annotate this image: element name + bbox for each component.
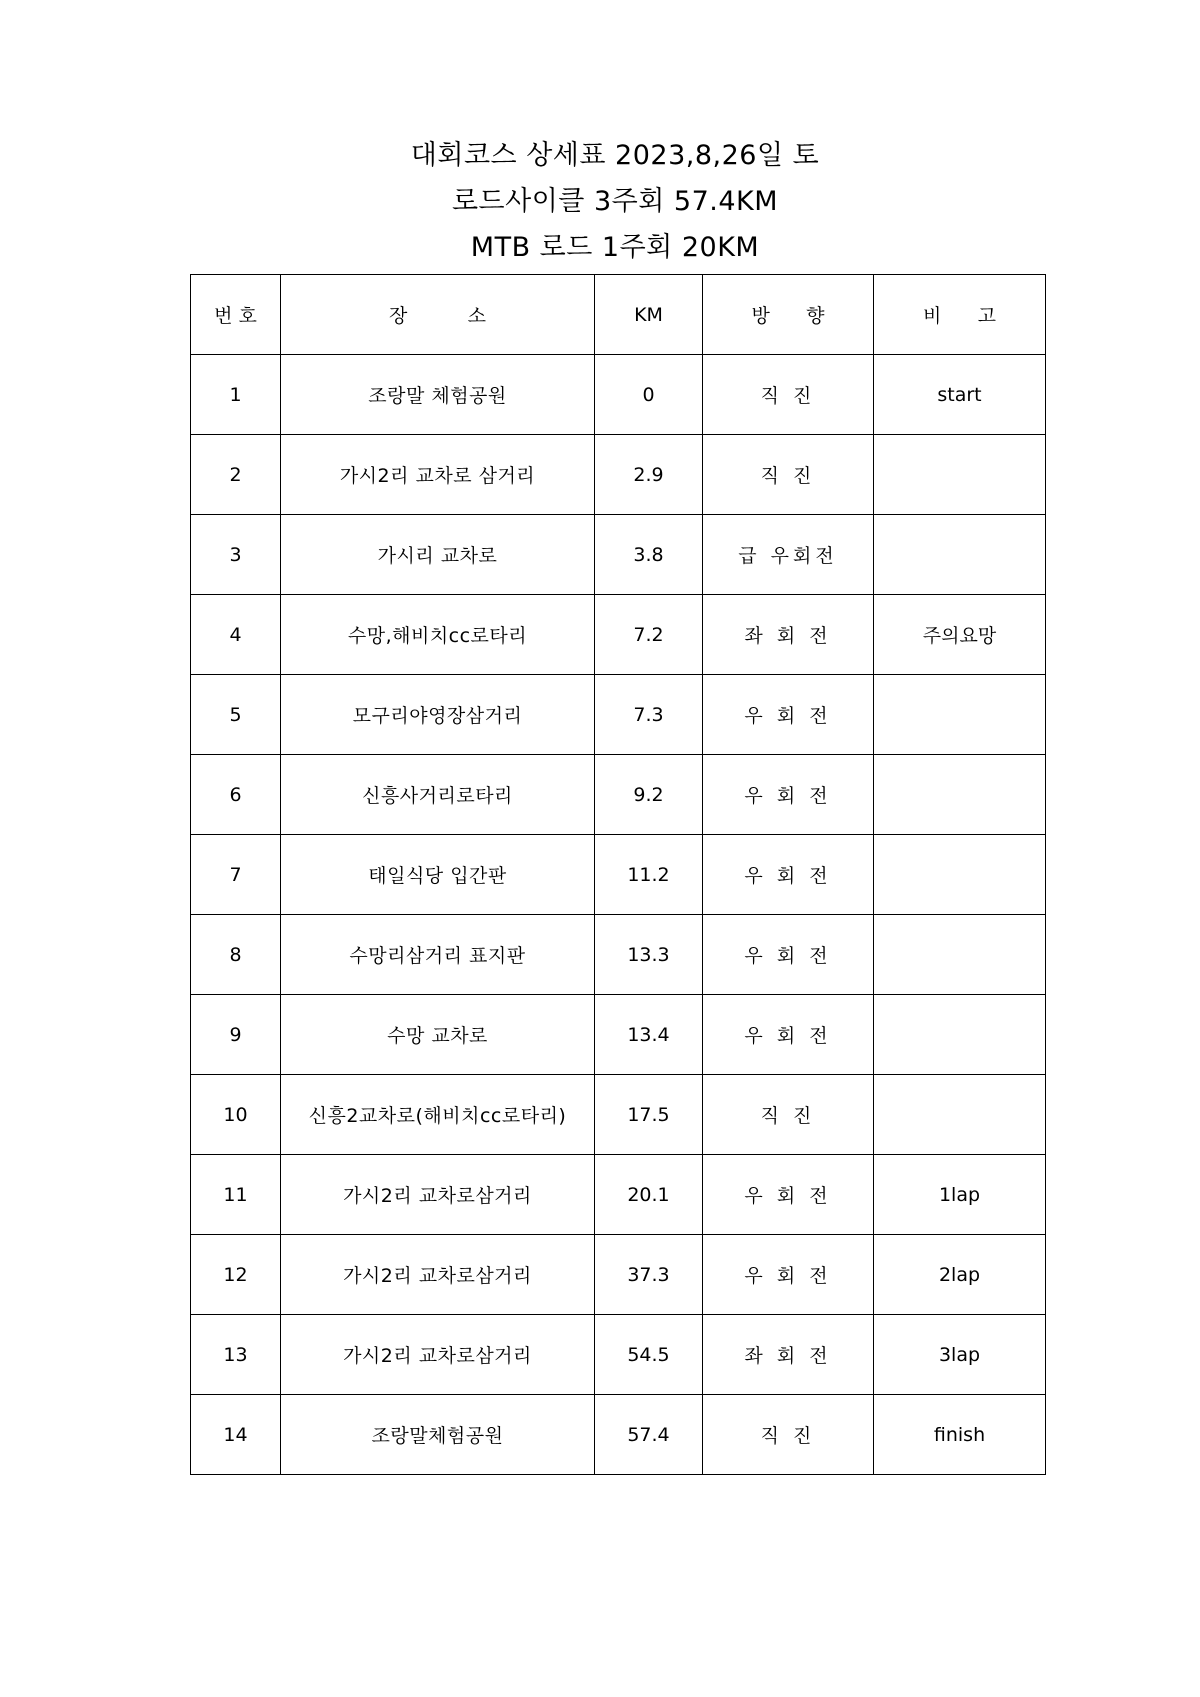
cell-direction: 급 우회전 [703,515,874,595]
cell-direction: 우 회 전 [703,835,874,915]
cell-place: 가시2리 교차로삼거리 [281,1235,595,1315]
cell-no: 9 [191,995,281,1075]
cell-note [874,1075,1046,1155]
table-row [191,435,1046,515]
header-place: 장 소 [281,275,595,355]
table-row [191,595,1046,675]
cell-direction: 직 진 [703,355,874,435]
cell-no: 14 [191,1395,281,1475]
cell-place: 신흥사거리로타리 [281,755,595,835]
cell-direction: 좌 회 전 [703,1315,874,1395]
cell-km: 13.3 [595,915,703,995]
cell-direction: 우 회 전 [703,1155,874,1235]
cell-place: 가시2리 교차로 삼거리 [281,435,595,515]
cell-direction: 직 진 [703,435,874,515]
header-km: KM [595,275,703,355]
cell-no: 8 [191,915,281,995]
cell-note [874,995,1046,1075]
cell-place: 수망리삼거리 표지판 [281,915,595,995]
cell-km: 9.2 [595,755,703,835]
cell-direction: 우 회 전 [703,675,874,755]
cell-direction: 직 진 [703,1075,874,1155]
cell-no: 3 [191,515,281,595]
cell-no: 10 [191,1075,281,1155]
cell-note: start [874,355,1046,435]
cell-km: 7.2 [595,595,703,675]
cell-km: 17.5 [595,1075,703,1155]
cell-no: 13 [191,1315,281,1395]
cell-note [874,675,1046,755]
table-row [191,1075,1046,1155]
cell-place: 조랑말 체험공원 [281,355,595,435]
cell-km: 3.8 [595,515,703,595]
cell-km: 57.4 [595,1395,703,1475]
cell-place: 가시리 교차로 [281,515,595,595]
cell-no: 1 [191,355,281,435]
table-row [191,755,1046,835]
cell-place: 조랑말체험공원 [281,1395,595,1475]
table-row [191,355,1046,435]
table-row [191,1395,1046,1475]
cell-no: 7 [191,835,281,915]
title-line-road-cycle: 로드사이클 3주회 57.4KM [451,186,779,217]
title-line-mtb: MTB 로드 1주회 20KM [470,232,760,263]
table-header-row [191,275,1046,355]
table-row [191,915,1046,995]
course-table [190,274,1046,1475]
cell-no: 6 [191,755,281,835]
cell-direction: 직 진 [703,1395,874,1475]
cell-place: 가시2리 교차로삼거리 [281,1155,595,1235]
cell-km: 37.3 [595,1235,703,1315]
cell-km: 7.3 [595,675,703,755]
cell-direction: 우 회 전 [703,755,874,835]
table-row [191,515,1046,595]
cell-note [874,515,1046,595]
table-row [191,1315,1046,1395]
table-row [191,675,1046,755]
cell-note: 2lap [874,1235,1046,1315]
table-row [191,995,1046,1075]
title-line-date: 대회코스 상세표 2023,8,26일 토 [410,140,820,171]
cell-note [874,835,1046,915]
cell-km: 2.9 [595,435,703,515]
cell-note [874,435,1046,515]
cell-no: 5 [191,675,281,755]
cell-direction: 우 회 전 [703,1235,874,1315]
cell-no: 12 [191,1235,281,1315]
header-note: 비 고 [874,275,1046,355]
cell-place: 가시2리 교차로삼거리 [281,1315,595,1395]
cell-note: 3lap [874,1315,1046,1395]
table-row [191,1235,1046,1315]
header-direction: 방 향 [703,275,874,355]
cell-direction: 좌 회 전 [703,595,874,675]
cell-no: 2 [191,435,281,515]
cell-km: 11.2 [595,835,703,915]
header-no: 번 호 [191,275,281,355]
cell-note: 주의요망 [874,595,1046,675]
cell-place: 수망,해비치cc로타리 [281,595,595,675]
table-row [191,1155,1046,1235]
cell-km: 13.4 [595,995,703,1075]
cell-note: 1lap [874,1155,1046,1235]
cell-km: 54.5 [595,1315,703,1395]
cell-no: 11 [191,1155,281,1235]
cell-km: 20.1 [595,1155,703,1235]
cell-direction: 우 회 전 [703,995,874,1075]
cell-km: 0 [595,355,703,435]
cell-place: 태일식당 입간판 [281,835,595,915]
table-row [191,835,1046,915]
cell-note [874,915,1046,995]
cell-note: finish [874,1395,1046,1475]
cell-no: 4 [191,595,281,675]
cell-place: 모구리야영장삼거리 [281,675,595,755]
cell-place: 신흥2교차로(해비치cc로타리) [281,1075,595,1155]
cell-place: 수망 교차로 [281,995,595,1075]
cell-note [874,755,1046,835]
cell-direction: 우 회 전 [703,915,874,995]
